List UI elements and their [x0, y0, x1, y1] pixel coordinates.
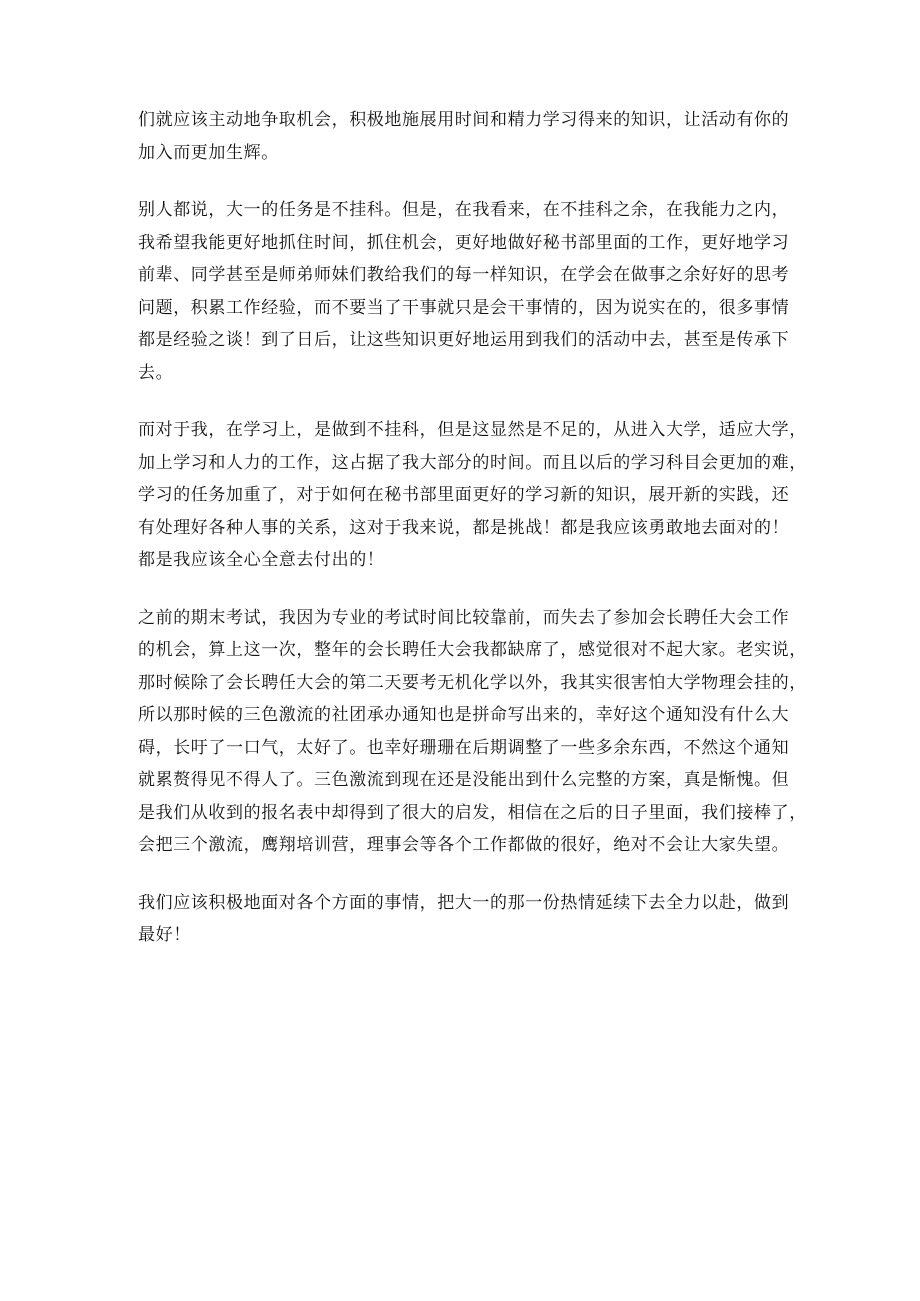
text-line: 别人都说，大一的任务是不挂科。但是，在我看来，在不挂科之余，在我能力之内，: [138, 200, 790, 220]
text-line: 我希望我能更好地抓住时间，抓住机会，更好地做好秘书部里面的工作，更好地学习: [138, 232, 790, 253]
text-line: 去。: [138, 362, 174, 383]
text-line: 加上学习和人力的工作，这占据了我大部分的时间。而且以后的学习科目会更加的难，: [138, 452, 807, 473]
paragraph-4: [138, 602, 807, 862]
text-line: 而对于我，在学习上，是做到不挂科，但是这显然是不足的，从进入大学，适应大学，: [138, 420, 807, 440]
paragraph-1: [138, 104, 790, 169]
document-body: [138, 104, 807, 977]
paragraph-2: [138, 194, 790, 389]
text-line: 的机会，算上这一次，整年的会长聘任大会我都缺席了，感觉很对不起大家。老实说，: [138, 640, 807, 660]
text-line: 所以那时候的三色激流的社团承办通知也是拼命写出来的，幸好这个通知没有什么大: [138, 705, 790, 725]
text-line: 前辈、同学甚至是师弟师妹们教给我们的每一样知识，在学会在做事之余好好的思考: [138, 265, 790, 285]
text-line: 之前的期末考试，我因为专业的考试时间比较靠前，而失去了参加会长聘任大会工作: [138, 607, 790, 628]
paragraph-5: [138, 887, 790, 952]
text-line: 学习的任务加重了，对于如何在秘书部里面更好的学习新的知识，展开新的实践，还: [138, 485, 790, 505]
text-line: 最好！: [138, 925, 191, 945]
text-line: 我们应该积极地面对各个方面的事情，把大一的那一份热情延续下去全力以赴，做到: [138, 892, 790, 913]
text-line: 都是经验之谈！到了日后，让这些知识更好地运用到我们的活动中去，甚至是传承下: [138, 330, 790, 350]
text-line: 问题，积累工作经验，而不要当了干事就只是会干事情的，因为说实在的，很多事情: [138, 297, 790, 318]
text-line: 们就应该主动地争取机会，积极地施展用时间和精力学习得来的知识，让活动有你的: [138, 110, 790, 130]
text-line: 有处理好各种人事的关系，这对于我来说，都是挑战！都是我应该勇敢地去面对的！: [138, 517, 790, 538]
text-line: 是我们从收到的报名表中却得到了很大的启发，相信在之后的日子里面，我们接棒了，: [138, 802, 807, 823]
text-line: 都是我应该全心全意去付出的！: [138, 550, 385, 570]
text-line: 那时候除了会长聘任大会的第二天要考无机化学以外，我其实很害怕大学物理会挂的，: [138, 672, 807, 693]
paragraph-3: [138, 414, 807, 577]
text-line: 会把三个激流，鹰翔培训营，理事会等各个工作都做的很好，绝对不会让大家失望。: [138, 835, 790, 855]
text-line: 碍，长吁了一口气，太好了。也幸好珊珊在后期调整了一些多余东西，不然这个通知: [138, 737, 790, 758]
text-line: 就累赘得见不得人了。三色激流到现在还是没能出到什么完整的方案，真是惭愧。但: [138, 770, 790, 790]
text-line: 加入而更加生辉。: [138, 142, 279, 163]
